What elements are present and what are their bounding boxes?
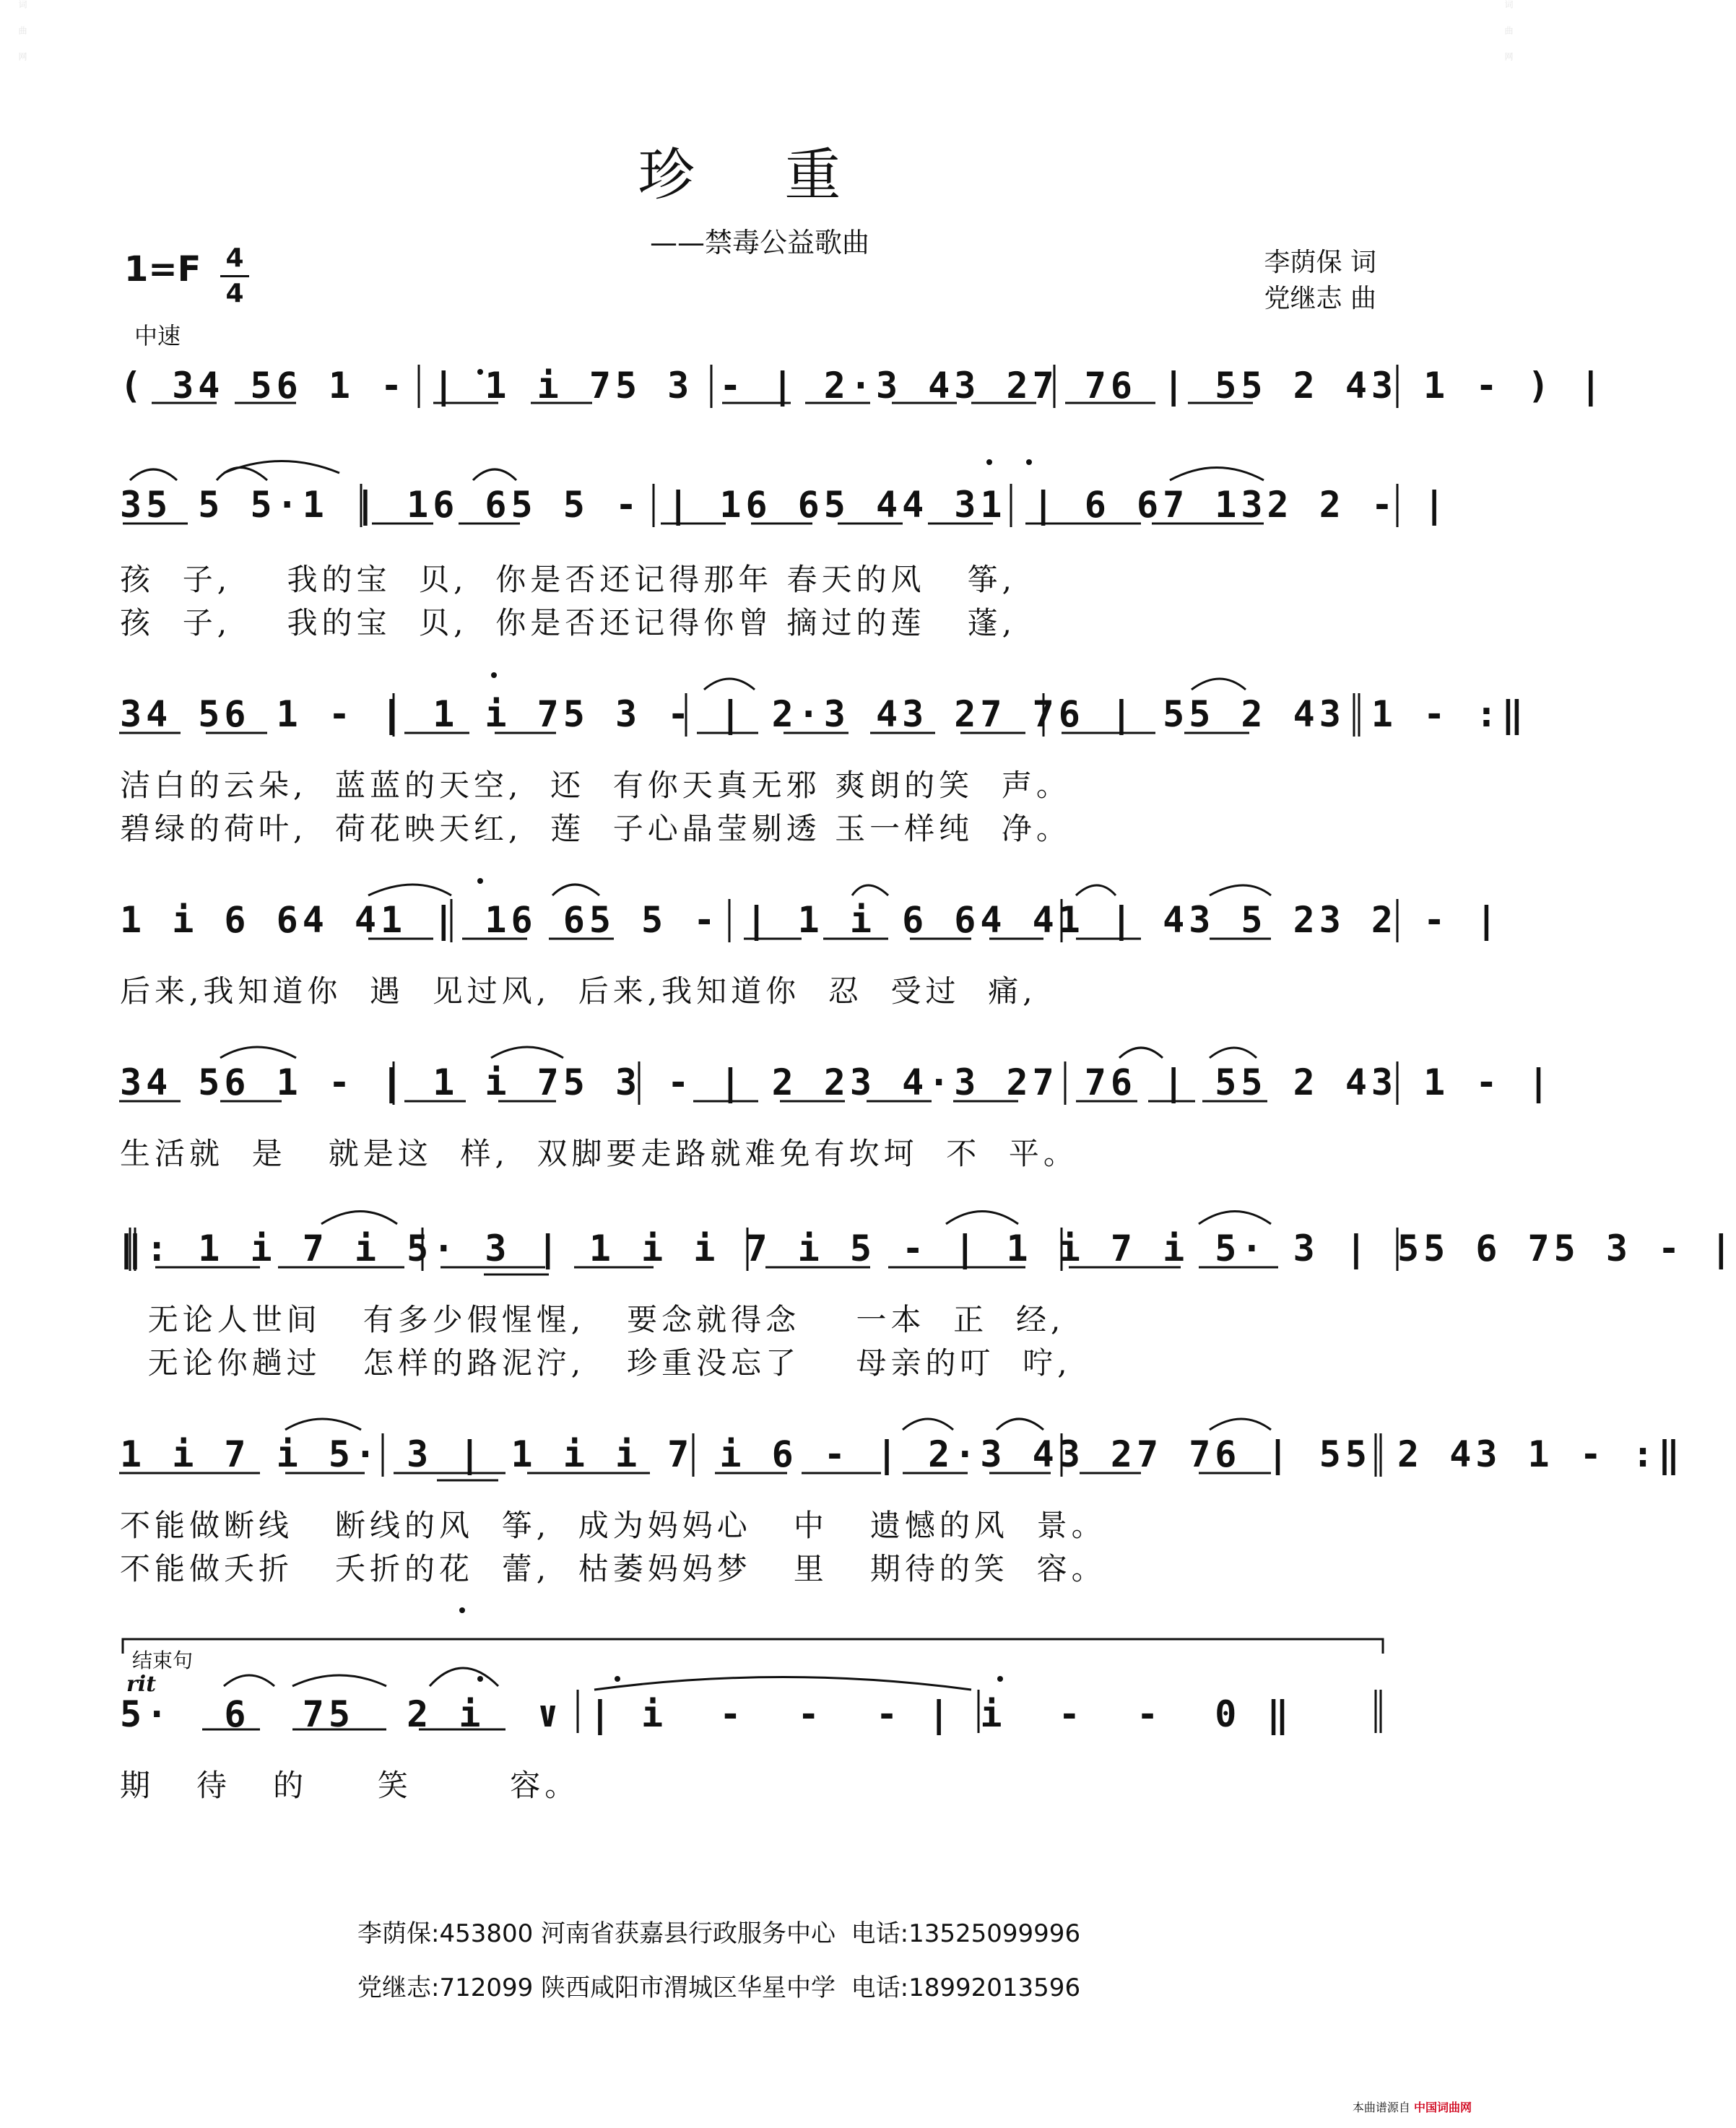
site-link[interactable]: 中国词曲网 (1413, 2101, 1472, 2114)
line3-lyric: 后来,我知道你 遇 见过风, 后来,我知道你 忍 受过 痛, (120, 973, 1037, 1009)
key-signature: 1=F (124, 249, 201, 290)
line6-lyric-verse2: 不能做夭折 夭折的花 蕾, 枯萎妈妈梦 里 期待的笑 容。 (120, 1551, 1106, 1586)
source-footer (1353, 2098, 1472, 2115)
ritardando-mark: rit (126, 1672, 157, 1697)
lyricist-contact: 李荫保:453800 河南省获嘉县行政服务中心 电话:13525099996 (357, 1919, 1081, 1948)
tempo-marking: 中速 (134, 322, 181, 349)
song-title: 珍 重 (638, 143, 877, 208)
intro-notes: ( 34 56 1 - | 1 i 75 3 - | 2·3 43 27 76 | 55 2 43 1 - ) | (120, 365, 1606, 407)
source-text: 本曲谱源自 (1352, 2101, 1410, 2114)
composer-credit: 党继志 曲 (1264, 284, 1376, 313)
time-signature (220, 242, 249, 310)
line3-notes: 1 i 6 64 41 | 16 65 5 - | 1 i 6 64 41 | 43 5 23 2 - | (120, 899, 1502, 941)
line2-notes: 34 56 1 - | 1 i 75 3 - | 2·3 43 27 76 | 55 2 43 1 - :‖ (120, 693, 1528, 735)
right-watermark: 词曲网 (1503, 0, 1514, 78)
time-signature-bottom: 4 (220, 275, 249, 310)
line5-lyric-verse1: 无论人世间 有多少假惺惺, 要念就得念 一本 正 经, (120, 1302, 1065, 1337)
left-watermark: 词曲网 (17, 0, 27, 78)
line4-notes: 34 56 1 - | 1 i 75 3 - | 2 23 4·3 27 76 | 55 2 43 1 - | (120, 1061, 1554, 1103)
line5-notes: ‖: 1 i 7 i 5· 3 | 1 i i 7 i 5 - | 1 i 7 i 5· 3 | 55 6 75 3 - | (120, 1228, 1736, 1269)
line1-notes: 35 5 5·1 | 16 65 5 - | 16 65 44 31 | 6 67 132 2 - | (120, 484, 1450, 526)
line4-lyric: 生活就 是 就是这 样, 双脚要走路就难免有坎坷 不 平。 (120, 1136, 1078, 1171)
song-subtitle: ——禁毒公益歌曲 (650, 227, 870, 259)
ending-label: 结束句 (132, 1649, 194, 1672)
line1-lyric-verse1: 孩 子, 我的宝 贝, 你是否还记得那年 春天的风 筝, (120, 562, 1016, 597)
line6-notes: 1 i 7 i 5· 3 | 1 i i 7 i 6 - | 2·3 43 27 76 | 55 2 43 1 - :‖ (120, 1433, 1685, 1475)
composer-contact: 党继志:712099 陕西咸阳市渭城区华星中学 电话:18992013596 (357, 1973, 1081, 2002)
ending-notes: 5· 6 75 2 i ∨ | i - - - | i - - 0 ‖ (120, 1693, 1293, 1735)
line2-lyric-verse2: 碧绿的荷叶, 荷花映天红, 莲 子心晶莹剔透 玉一样纯 净。 (120, 811, 1071, 846)
time-signature-top: 4 (225, 243, 244, 273)
line6-lyric-verse1: 不能做断线 断线的风 筝, 成为妈妈心 中 遗憾的风 景。 (120, 1508, 1106, 1543)
line2-lyric-verse1: 洁白的云朵, 蓝蓝的天空, 还 有你天真无邪 爽朗的笑 声。 (120, 768, 1071, 803)
ending-lyric: 期 待 的 笑 容。 (120, 1768, 580, 1803)
lyricist-credit: 李荫保 词 (1264, 248, 1376, 277)
line5-lyric-verse2: 无论你趟过 怎样的路泥泞, 珍重没忘了 母亲的叮 咛, (120, 1345, 1072, 1381)
line1-lyric-verse2: 孩 子, 我的宝 贝, 你是否还记得你曾 摘过的莲 蓬, (120, 605, 1016, 640)
